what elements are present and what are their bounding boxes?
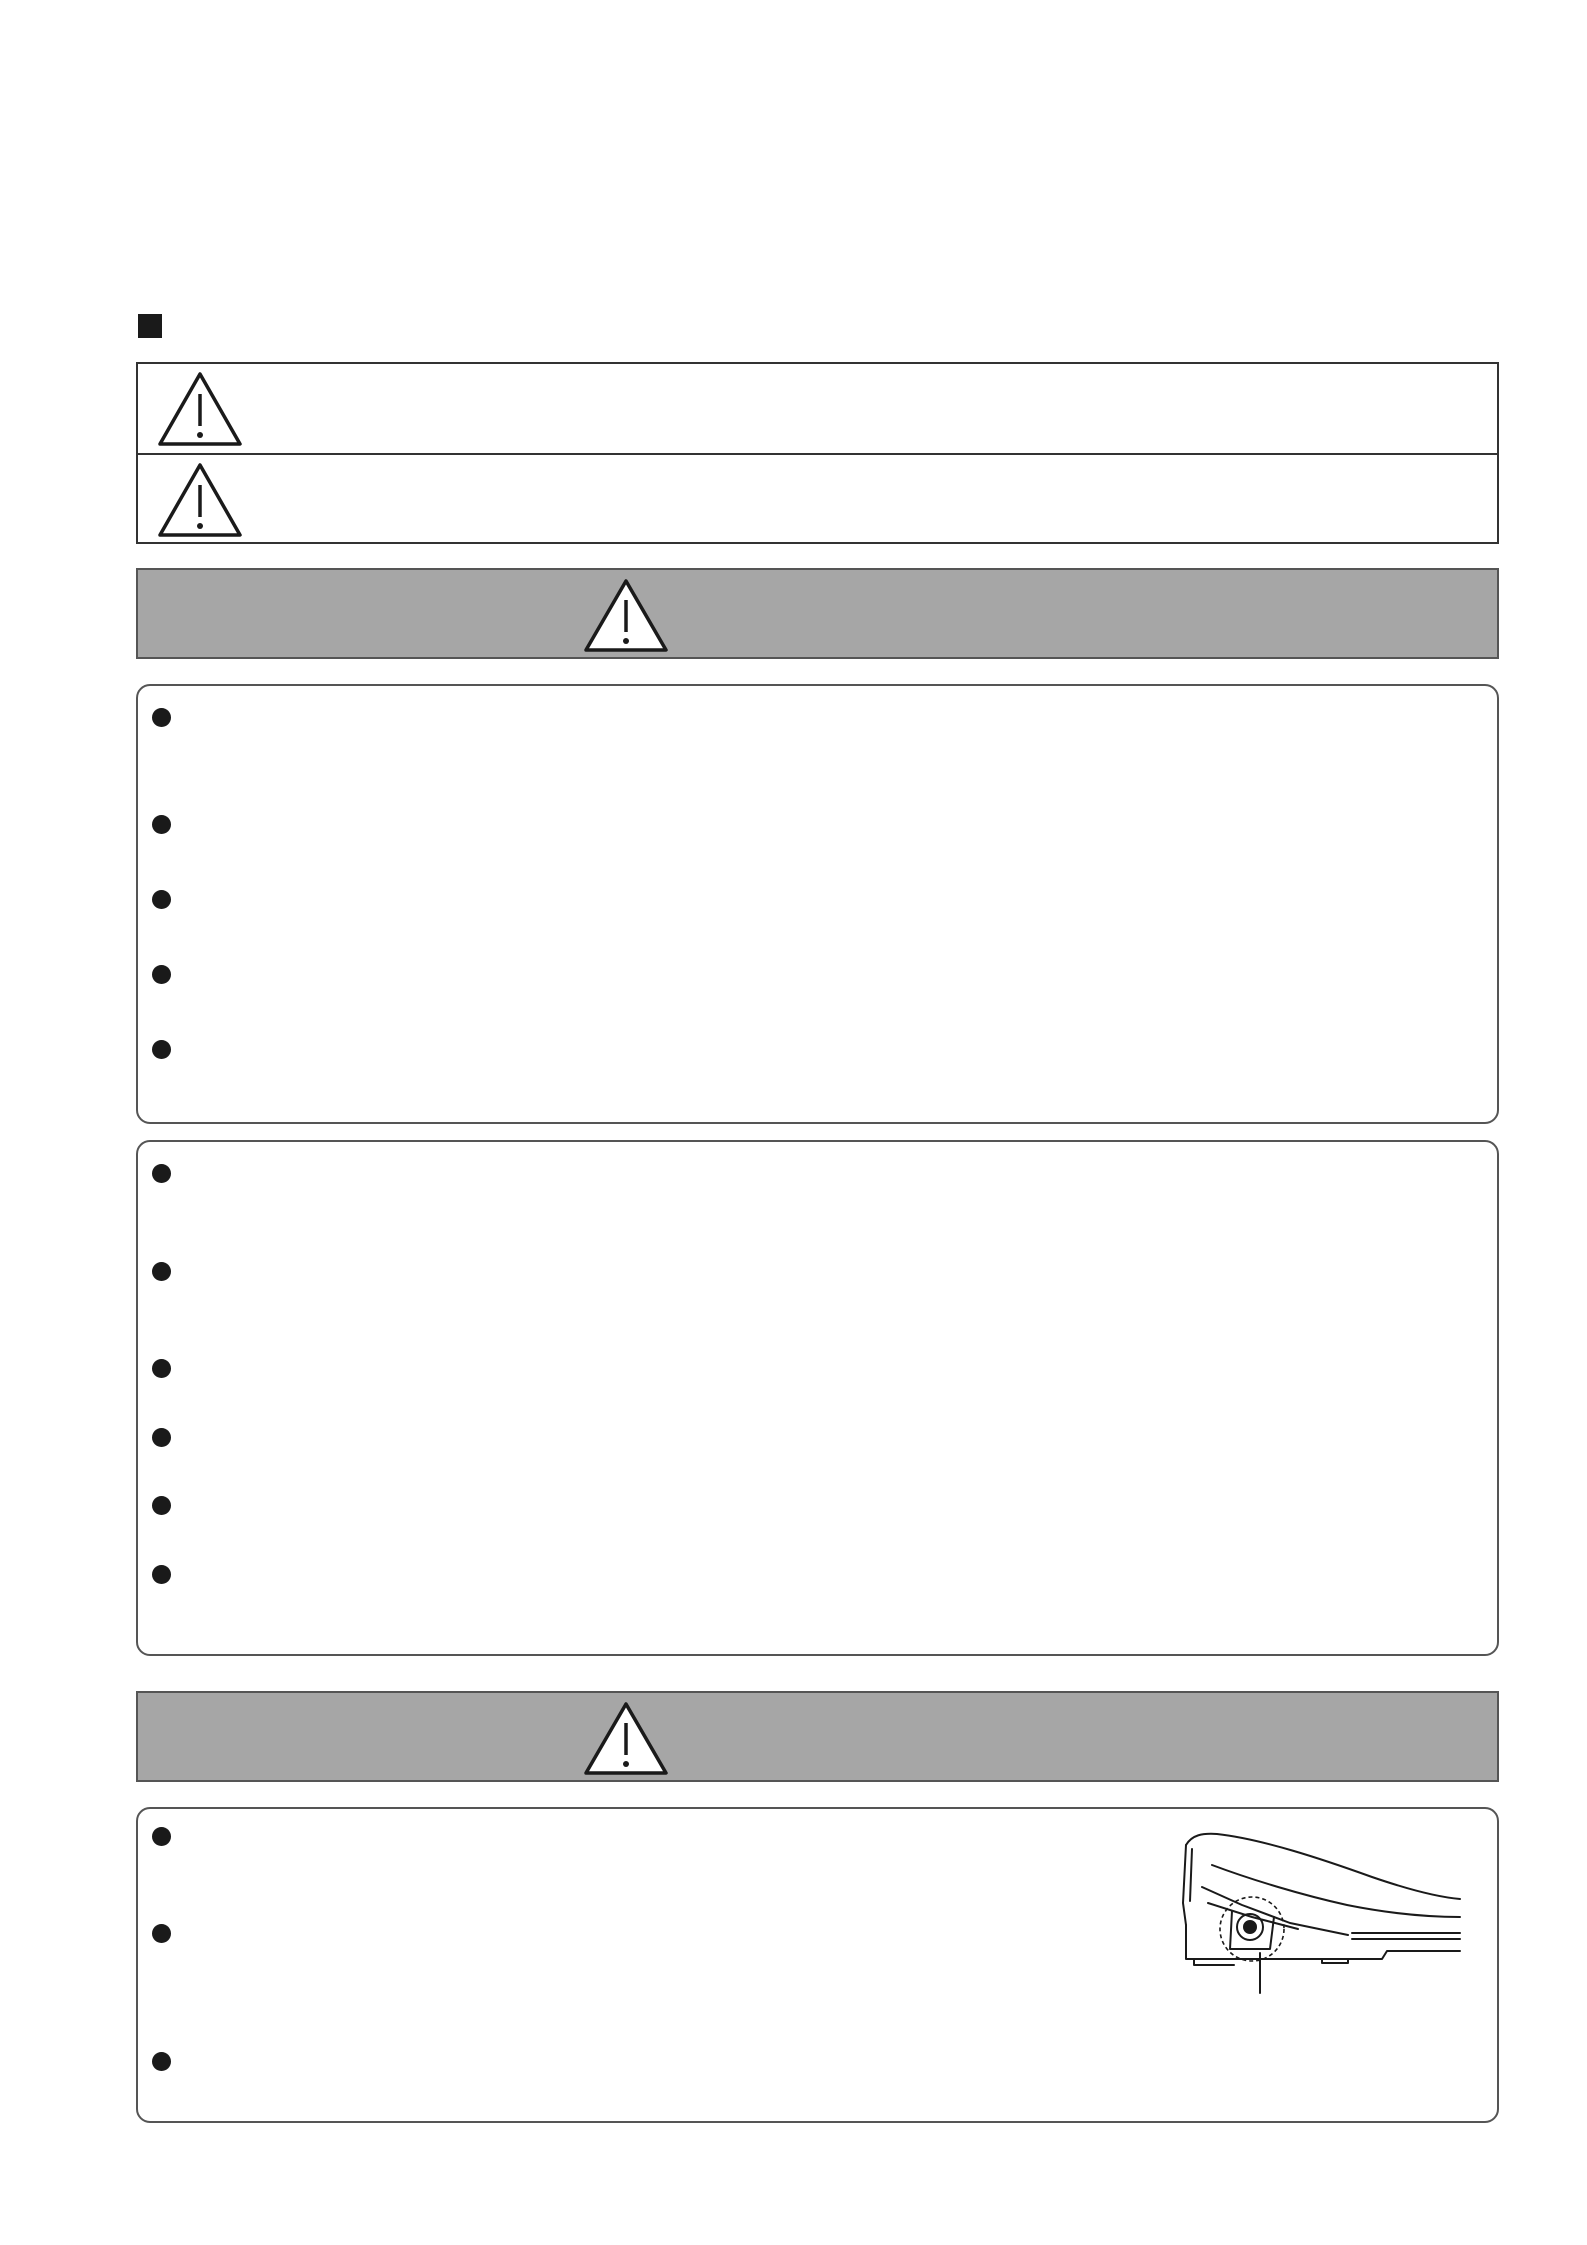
bullet-icon [152,708,171,727]
bullet-icon [152,1164,171,1183]
warning-panel [136,1140,1499,1656]
bullet-icon [152,1040,171,1059]
bullet-icon [152,890,171,909]
toilet-seat-side-view-illustration [1172,1825,1472,1995]
legend-row-caution [138,455,1497,544]
bullet-icon [152,965,171,984]
warning-triangle-icon [582,1701,670,1777]
caution-panel [136,1807,1499,2123]
bullet-icon [152,1496,171,1515]
warning-panel [136,684,1499,1124]
bullet-icon [152,2052,171,2071]
bullet-icon [152,1428,171,1447]
caution-banner [136,1691,1499,1782]
bullet-icon [152,815,171,834]
warning-banner [136,568,1499,659]
warning-triangle-icon [156,370,244,448]
bullet-icon [152,1262,171,1281]
symbol-legend-table [136,362,1499,544]
bullet-icon [152,1924,171,1943]
warning-triangle-icon [582,578,670,654]
bullet-icon [152,1359,171,1378]
legend-row-warning [138,364,1497,455]
bullet-icon [152,1565,171,1584]
section-marker [138,314,162,338]
bullet-icon [152,1827,171,1846]
warning-triangle-icon [156,461,244,539]
